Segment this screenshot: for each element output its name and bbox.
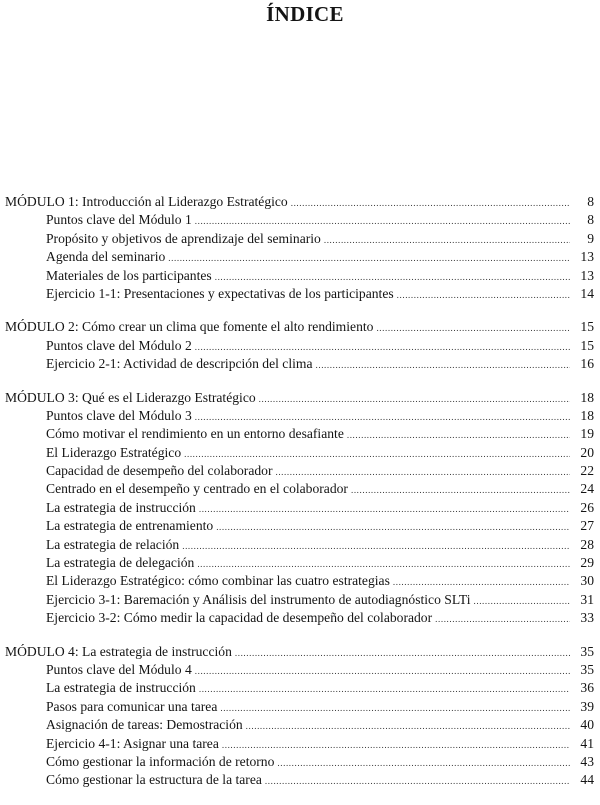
entry-title: Asignación de tareas: Demostración (46, 717, 243, 733)
toc-entry[interactable] (5, 499, 594, 517)
page-number: 33 (580, 610, 594, 626)
module-entry[interactable] (5, 318, 594, 336)
module-section (5, 193, 594, 303)
entry-title: El Liderazgo Estratégico (46, 444, 182, 460)
page-number: 44 (580, 772, 594, 788)
page-number: 8 (587, 194, 594, 209)
page-number: 31 (580, 591, 594, 607)
page-number: 24 (580, 481, 594, 497)
dot-leader (324, 231, 570, 249)
dot-leader (376, 319, 570, 337)
dot-leader (291, 194, 570, 212)
dot-leader (316, 356, 571, 374)
entry-title: Ejercicio 1-1: Presentaciones y expectativas de los participantes (46, 285, 394, 301)
dot-leader (246, 717, 570, 735)
page-number: 14 (580, 285, 594, 301)
toc-entry[interactable] (5, 211, 594, 229)
entry-title: El Liderazgo Estratégico: cómo combinar las cuatro estrategias (46, 573, 390, 589)
page-number: 22 (580, 463, 594, 479)
page-number: 13 (580, 249, 594, 265)
toc-entry[interactable] (5, 661, 594, 679)
page-number: 41 (580, 735, 594, 751)
page-number: 9 (587, 230, 594, 246)
page-number: 18 (580, 407, 594, 423)
entry-title: Ejercicio 3-2: Cómo medir la capacidad de desempeño del colaborador (46, 610, 433, 626)
toc-entry[interactable] (5, 536, 594, 554)
page-number: 39 (580, 698, 594, 714)
page-number: 20 (580, 444, 594, 460)
toc-entry[interactable] (5, 572, 594, 590)
entry-title: Cómo gestionar la información de retorno (46, 753, 275, 769)
dot-leader (199, 680, 570, 698)
entry-title: MÓDULO 2: Cómo crear un clima que fomente el alto rendimiento (5, 319, 374, 335)
entry-title: La estrategia de instrucción (46, 499, 196, 515)
page-number: 16 (580, 356, 594, 372)
table-of-contents (5, 193, 594, 805)
entry-title: Ejercicio 4-1: Asignar una tarea (46, 735, 219, 751)
toc-entry[interactable] (5, 285, 594, 303)
dot-leader (195, 212, 570, 230)
dot-leader (182, 537, 570, 555)
toc-entry[interactable] (5, 337, 594, 355)
toc-entry[interactable] (5, 267, 594, 285)
dot-leader (195, 662, 570, 680)
toc-entry[interactable] (5, 716, 594, 734)
toc-entry[interactable] (5, 698, 594, 716)
toc-entry[interactable] (5, 425, 594, 443)
page-number: 36 (580, 680, 594, 696)
entry-title: La estrategia de entrenamiento (46, 518, 214, 534)
toc-entry[interactable] (5, 753, 594, 771)
dot-leader (168, 249, 570, 267)
entry-title: Cómo motivar el rendimiento en un entorno desafiante (46, 426, 344, 442)
entry-title: MÓDULO 3: Qué es el Liderazgo Estratégico (5, 389, 256, 405)
entry-title: Puntos clave del Módulo 1 (46, 212, 192, 228)
entry-title: Pasos para comunicar una tarea (46, 698, 218, 714)
page-number: 8 (587, 212, 594, 228)
toc-entry[interactable] (5, 609, 594, 627)
page-number: 15 (580, 319, 594, 335)
page-number: 18 (580, 389, 594, 405)
entry-title: MÓDULO 1: Introducción al Liderazgo Estratégico (5, 194, 288, 209)
toc-entry[interactable] (5, 248, 594, 266)
dot-leader (474, 592, 571, 610)
toc-entry[interactable] (5, 554, 594, 572)
page-number: 29 (580, 555, 594, 571)
module-entry[interactable] (5, 643, 594, 661)
dot-leader (277, 754, 570, 772)
entry-title: Capacidad de desempeño del colaborador (46, 463, 273, 479)
dot-leader (265, 772, 570, 790)
entry-title: Centrado en el desempeño y centrado en el colaborador (46, 481, 348, 497)
toc-entry[interactable] (5, 444, 594, 462)
entry-title: Materiales de los participantes (46, 267, 212, 283)
page-number: 35 (580, 661, 594, 677)
dot-leader (393, 573, 570, 591)
toc-entry[interactable] (5, 230, 594, 248)
dot-leader (197, 555, 570, 573)
dot-leader (215, 268, 570, 286)
toc-entry[interactable] (5, 679, 594, 697)
entry-title: MÓDULO 4: La estrategia de instrucción (5, 643, 232, 659)
dot-leader (195, 338, 570, 356)
entry-title: Cómo gestionar la estructura de la tarea (46, 772, 262, 788)
dot-leader (195, 408, 570, 426)
entry-title: Puntos clave del Módulo 3 (46, 407, 192, 423)
entry-title: Ejercicio 3-1: Baremación y Análisis del instrumento de autodiagnóstico SLTi (46, 591, 471, 607)
dot-leader (435, 610, 570, 628)
toc-entry[interactable] (5, 735, 594, 753)
toc-entry[interactable] (5, 355, 594, 373)
dot-leader (216, 518, 570, 536)
page-number: 26 (580, 499, 594, 515)
entry-title: La estrategia de delegación (46, 555, 195, 571)
toc-entry[interactable] (5, 480, 594, 498)
dot-leader (220, 699, 570, 717)
page-number: 40 (580, 717, 594, 733)
entry-title: Ejercicio 2-1: Actividad de descripción del clima (46, 356, 313, 372)
page-number: 35 (580, 643, 594, 659)
page-number: 43 (580, 753, 594, 769)
dot-leader (184, 445, 570, 463)
toc-entry[interactable] (5, 771, 594, 789)
toc-entry[interactable] (5, 407, 594, 425)
entry-title: Agenda del seminario (46, 249, 166, 265)
module-section (5, 643, 594, 790)
module-entry[interactable] (5, 389, 594, 407)
page-number: 28 (580, 536, 594, 552)
page-number: 13 (580, 267, 594, 283)
module-section (5, 318, 594, 373)
toc-entry[interactable] (5, 591, 594, 609)
entry-title: Puntos clave del Módulo 2 (46, 337, 192, 353)
entry-title: La estrategia de instrucción (46, 680, 196, 696)
dot-leader (351, 481, 570, 499)
entry-title: Propósito y objetivos de aprendizaje del seminario (46, 230, 321, 246)
dot-leader (347, 426, 570, 444)
entry-title: Puntos clave del Módulo 4 (46, 661, 192, 677)
dot-leader (235, 644, 570, 662)
page-number: 27 (580, 518, 594, 534)
page-number: 15 (580, 337, 594, 353)
dot-leader (275, 463, 570, 481)
module-section (5, 389, 594, 628)
page-title: ÍNDICE (266, 2, 344, 26)
page-number: 19 (580, 426, 594, 442)
dot-leader (397, 286, 570, 304)
toc-entry[interactable] (5, 517, 594, 535)
toc-entry[interactable] (5, 462, 594, 480)
dot-leader (259, 390, 570, 408)
dot-leader (199, 500, 570, 518)
page-number: 30 (580, 573, 594, 589)
dot-leader (222, 736, 570, 754)
module-entry[interactable] (5, 193, 594, 211)
entry-title: La estrategia de relación (46, 536, 180, 552)
